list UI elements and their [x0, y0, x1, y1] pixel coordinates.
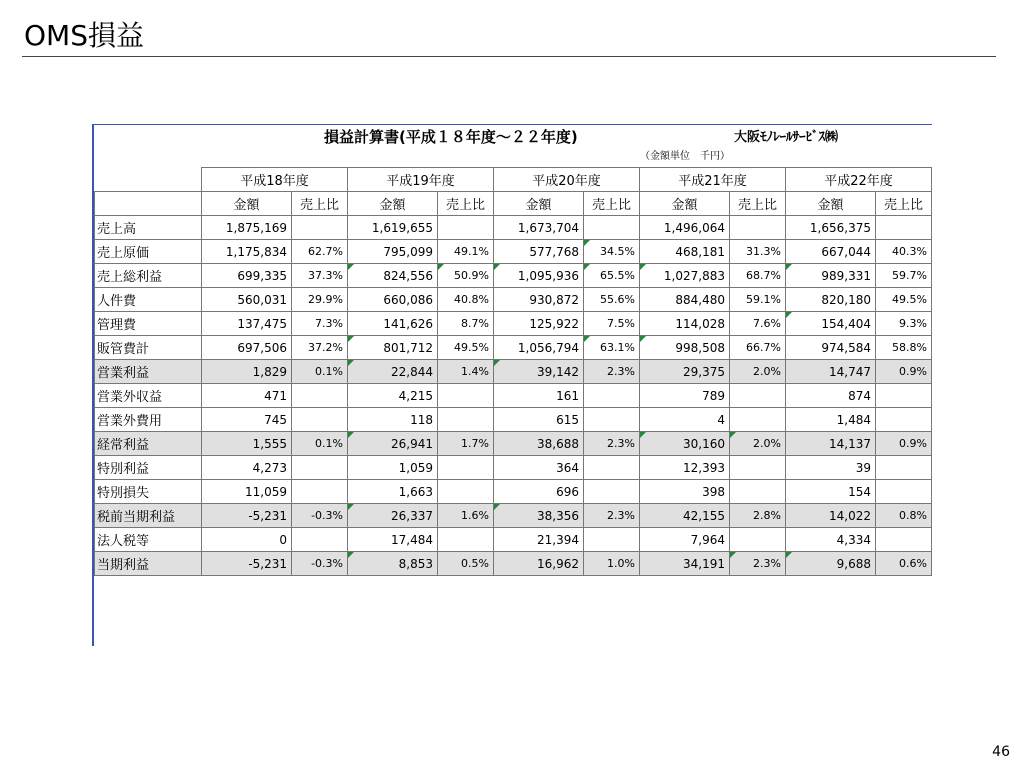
- ratio-cell: 2.0%: [730, 360, 786, 384]
- amount-cell: 14,747: [786, 360, 876, 384]
- table-row: [95, 216, 932, 240]
- table-row: [95, 432, 932, 456]
- amount-header: 金額: [786, 192, 876, 216]
- row-label: 税前当期利益: [95, 504, 202, 528]
- amount-cell: 42,155: [640, 504, 730, 528]
- amount-cell: 17,484: [348, 528, 438, 552]
- amount-header: 金額: [640, 192, 730, 216]
- ratio-cell: [584, 408, 640, 432]
- amount-cell: 4,334: [786, 528, 876, 552]
- ratio-cell: 37.2%: [292, 336, 348, 360]
- ratio-cell: 40.3%: [876, 240, 932, 264]
- ratio-cell: 1.7%: [438, 432, 494, 456]
- amount-cell: 34,191: [640, 552, 730, 576]
- amount-cell: 14,022: [786, 504, 876, 528]
- page-number: 46: [992, 744, 1010, 760]
- amount-cell: 1,056,794: [494, 336, 584, 360]
- amount-cell: 1,059: [348, 456, 438, 480]
- amount-cell: 1,484: [786, 408, 876, 432]
- ratio-cell: [438, 528, 494, 552]
- ratio-cell: [292, 456, 348, 480]
- sheet-top-border: [92, 124, 932, 125]
- amount-cell: 38,688: [494, 432, 584, 456]
- amount-cell: 696: [494, 480, 584, 504]
- row-label: 営業外費用: [95, 408, 202, 432]
- ratio-cell: 62.7%: [292, 240, 348, 264]
- table-row: [95, 528, 932, 552]
- amount-cell: 125,922: [494, 312, 584, 336]
- amount-cell: 930,872: [494, 288, 584, 312]
- ratio-cell: 0.6%: [876, 552, 932, 576]
- amount-cell: 0: [202, 528, 292, 552]
- amount-cell: 364: [494, 456, 584, 480]
- amount-header: 金額: [202, 192, 292, 216]
- sheet-title: 損益計算書(平成１８年度～２２年度): [324, 128, 578, 146]
- amount-cell: 4: [640, 408, 730, 432]
- ratio-cell: 0.1%: [292, 432, 348, 456]
- table-row: [95, 264, 932, 288]
- ratio-cell: [292, 216, 348, 240]
- amount-cell: 154: [786, 480, 876, 504]
- amount-cell: 26,941: [348, 432, 438, 456]
- amount-cell: 141,626: [348, 312, 438, 336]
- amount-cell: 398: [640, 480, 730, 504]
- table-row: [95, 408, 932, 432]
- ratio-cell: [730, 384, 786, 408]
- ratio-cell: 29.9%: [292, 288, 348, 312]
- amount-cell: 4,273: [202, 456, 292, 480]
- amount-cell: 667,044: [786, 240, 876, 264]
- amount-cell: 16,962: [494, 552, 584, 576]
- row-label: 売上高: [95, 216, 202, 240]
- ratio-cell: 59.7%: [876, 264, 932, 288]
- ratio-cell: 0.5%: [438, 552, 494, 576]
- ratio-header: 売上比: [438, 192, 494, 216]
- ratio-cell: -0.3%: [292, 504, 348, 528]
- amount-cell: 789: [640, 384, 730, 408]
- year-header-row: [95, 168, 932, 192]
- row-label: 人件費: [95, 288, 202, 312]
- amount-cell: 154,404: [786, 312, 876, 336]
- amount-cell: 26,337: [348, 504, 438, 528]
- amount-cell: 577,768: [494, 240, 584, 264]
- table-row: [95, 456, 932, 480]
- amount-header: 金額: [494, 192, 584, 216]
- ratio-cell: 58.8%: [876, 336, 932, 360]
- ratio-cell: [438, 456, 494, 480]
- ratio-cell: [438, 408, 494, 432]
- amount-cell: 1,663: [348, 480, 438, 504]
- row-label: 特別利益: [95, 456, 202, 480]
- amount-cell: 118: [348, 408, 438, 432]
- unit-note: （金額単位 千円）: [640, 151, 730, 162]
- ratio-cell: [292, 384, 348, 408]
- row-label: 経常利益: [95, 432, 202, 456]
- ratio-cell: [876, 456, 932, 480]
- amount-cell: -5,231: [202, 552, 292, 576]
- amount-header: 金額: [348, 192, 438, 216]
- year-header: 平成19年度: [348, 168, 494, 192]
- ratio-cell: 40.8%: [438, 288, 494, 312]
- amount-cell: 114,028: [640, 312, 730, 336]
- ratio-cell: 66.7%: [730, 336, 786, 360]
- ratio-cell: 55.6%: [584, 288, 640, 312]
- ratio-cell: [584, 216, 640, 240]
- amount-cell: 1,829: [202, 360, 292, 384]
- ratio-cell: 34.5%: [584, 240, 640, 264]
- corner-cell: [95, 168, 202, 192]
- ratio-cell: [876, 384, 932, 408]
- ratio-cell: [730, 408, 786, 432]
- amount-cell: 824,556: [348, 264, 438, 288]
- amount-cell: 468,181: [640, 240, 730, 264]
- amount-cell: 660,086: [348, 288, 438, 312]
- ratio-header: 売上比: [584, 192, 640, 216]
- sub-header-row: [95, 192, 932, 216]
- ratio-cell: [584, 528, 640, 552]
- ratio-cell: 2.0%: [730, 432, 786, 456]
- amount-cell: 615: [494, 408, 584, 432]
- ratio-cell: [292, 528, 348, 552]
- amount-cell: 989,331: [786, 264, 876, 288]
- ratio-cell: 2.3%: [584, 360, 640, 384]
- ratio-cell: [730, 528, 786, 552]
- ratio-cell: 1.0%: [584, 552, 640, 576]
- amount-cell: 7,964: [640, 528, 730, 552]
- amount-cell: 11,059: [202, 480, 292, 504]
- ratio-cell: 0.8%: [876, 504, 932, 528]
- table-row: [95, 384, 932, 408]
- table-row: [95, 240, 932, 264]
- ratio-cell: [292, 408, 348, 432]
- row-label: 管理費: [95, 312, 202, 336]
- ratio-cell: 7.6%: [730, 312, 786, 336]
- ratio-cell: 0.9%: [876, 432, 932, 456]
- row-label: 販管費計: [95, 336, 202, 360]
- ratio-cell: 2.8%: [730, 504, 786, 528]
- ratio-cell: [876, 528, 932, 552]
- amount-cell: 30,160: [640, 432, 730, 456]
- amount-cell: 1,875,169: [202, 216, 292, 240]
- amount-cell: 1,673,704: [494, 216, 584, 240]
- row-label: 売上原価: [95, 240, 202, 264]
- table-row: [95, 288, 932, 312]
- amount-cell: 697,506: [202, 336, 292, 360]
- ratio-cell: 0.9%: [876, 360, 932, 384]
- ratio-cell: [438, 216, 494, 240]
- company-name: 大阪ﾓﾉﾚｰﾙｻｰﾋﾞｽ㈱: [734, 130, 839, 145]
- row-label: 当期利益: [95, 552, 202, 576]
- amount-cell: 884,480: [640, 288, 730, 312]
- amount-cell: 1,555: [202, 432, 292, 456]
- amount-cell: 1,656,375: [786, 216, 876, 240]
- row-label: 売上総利益: [95, 264, 202, 288]
- ratio-cell: 59.1%: [730, 288, 786, 312]
- ratio-cell: 8.7%: [438, 312, 494, 336]
- year-header: 平成22年度: [786, 168, 932, 192]
- amount-cell: 22,844: [348, 360, 438, 384]
- amount-cell: 21,394: [494, 528, 584, 552]
- ratio-cell: 1.4%: [438, 360, 494, 384]
- ratio-cell: 7.5%: [584, 312, 640, 336]
- year-header: 平成21年度: [640, 168, 786, 192]
- amount-cell: 4,215: [348, 384, 438, 408]
- slide-title: OMS損益: [24, 19, 144, 52]
- ratio-cell: [730, 480, 786, 504]
- year-header: 平成18年度: [202, 168, 348, 192]
- amount-cell: 39,142: [494, 360, 584, 384]
- ratio-cell: 1.6%: [438, 504, 494, 528]
- amount-cell: 8,853: [348, 552, 438, 576]
- amount-cell: 137,475: [202, 312, 292, 336]
- ratio-cell: 49.5%: [438, 336, 494, 360]
- table-row: [95, 504, 932, 528]
- ratio-cell: 2.3%: [584, 504, 640, 528]
- ratio-cell: 0.1%: [292, 360, 348, 384]
- ratio-cell: -0.3%: [292, 552, 348, 576]
- amount-cell: 801,712: [348, 336, 438, 360]
- ratio-cell: [438, 480, 494, 504]
- ratio-cell: [584, 384, 640, 408]
- table-row: [95, 552, 932, 576]
- amount-cell: 699,335: [202, 264, 292, 288]
- amount-cell: 1,095,936: [494, 264, 584, 288]
- row-label: 特別損失: [95, 480, 202, 504]
- corner-cell: [95, 192, 202, 216]
- ratio-cell: [876, 480, 932, 504]
- amount-cell: 560,031: [202, 288, 292, 312]
- ratio-header: 売上比: [292, 192, 348, 216]
- ratio-cell: [876, 408, 932, 432]
- ratio-cell: [730, 216, 786, 240]
- amount-cell: 745: [202, 408, 292, 432]
- ratio-cell: [584, 456, 640, 480]
- amount-cell: 9,688: [786, 552, 876, 576]
- ratio-cell: 65.5%: [584, 264, 640, 288]
- row-label: 法人税等: [95, 528, 202, 552]
- amount-cell: 874: [786, 384, 876, 408]
- amount-cell: 29,375: [640, 360, 730, 384]
- year-header: 平成20年度: [494, 168, 640, 192]
- table-row: [95, 360, 932, 384]
- ratio-header: 売上比: [876, 192, 932, 216]
- amount-cell: 1,175,834: [202, 240, 292, 264]
- ratio-cell: 49.1%: [438, 240, 494, 264]
- table-body: [95, 168, 932, 576]
- ratio-header: 売上比: [730, 192, 786, 216]
- amount-cell: 12,393: [640, 456, 730, 480]
- amount-cell: 1,496,064: [640, 216, 730, 240]
- amount-cell: 39: [786, 456, 876, 480]
- table-row: [95, 312, 932, 336]
- amount-cell: 471: [202, 384, 292, 408]
- ratio-cell: 2.3%: [584, 432, 640, 456]
- row-label: 営業外収益: [95, 384, 202, 408]
- ratio-cell: 63.1%: [584, 336, 640, 360]
- amount-cell: 38,356: [494, 504, 584, 528]
- ratio-cell: [584, 480, 640, 504]
- ratio-cell: [730, 456, 786, 480]
- amount-cell: 161: [494, 384, 584, 408]
- amount-cell: 820,180: [786, 288, 876, 312]
- amount-cell: 998,508: [640, 336, 730, 360]
- table-row: [95, 480, 932, 504]
- ratio-cell: 9.3%: [876, 312, 932, 336]
- ratio-cell: 37.3%: [292, 264, 348, 288]
- ratio-cell: 68.7%: [730, 264, 786, 288]
- ratio-cell: 49.5%: [876, 288, 932, 312]
- row-label: 営業利益: [95, 360, 202, 384]
- ratio-cell: 2.3%: [730, 552, 786, 576]
- amount-cell: 1,027,883: [640, 264, 730, 288]
- ratio-cell: [292, 480, 348, 504]
- amount-cell: 974,584: [786, 336, 876, 360]
- income-statement-table: [94, 167, 932, 576]
- amount-cell: 14,137: [786, 432, 876, 456]
- title-divider: [22, 56, 996, 57]
- amount-cell: 795,099: [348, 240, 438, 264]
- table-row: [95, 336, 932, 360]
- amount-cell: -5,231: [202, 504, 292, 528]
- ratio-cell: [438, 384, 494, 408]
- ratio-cell: 31.3%: [730, 240, 786, 264]
- ratio-cell: 50.9%: [438, 264, 494, 288]
- amount-cell: 1,619,655: [348, 216, 438, 240]
- ratio-cell: 7.3%: [292, 312, 348, 336]
- ratio-cell: [876, 216, 932, 240]
